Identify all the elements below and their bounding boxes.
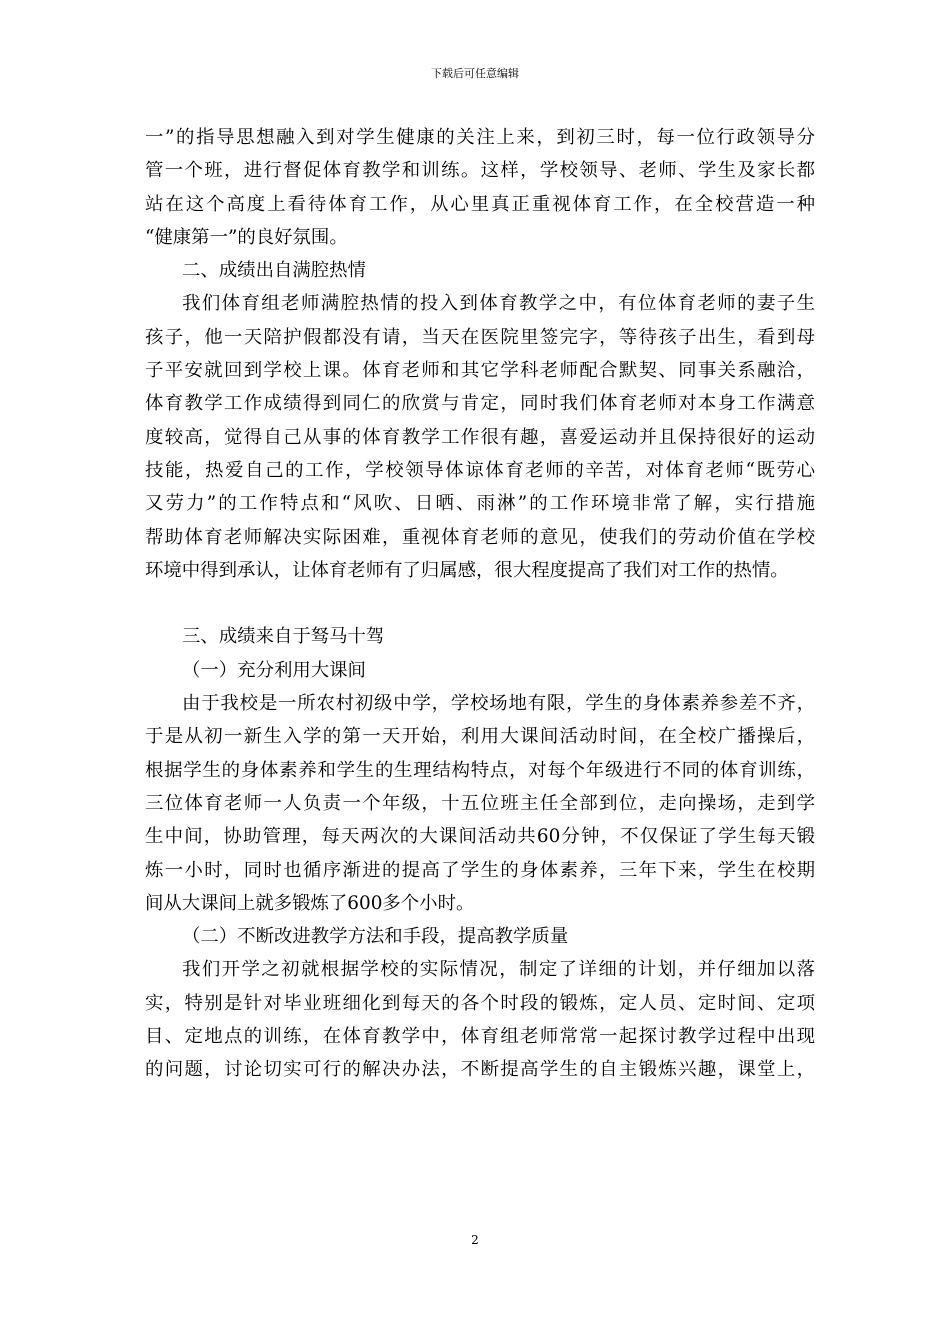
text-line: 又劳力”的工作特点和“风吹、日晒、雨淋”的工作环境非常了解，实行措施 (145, 493, 815, 515)
text-line: 间从大课间上就多锻炼了600多个小时。 (145, 892, 475, 914)
page-header: 下载后可任意编辑 (431, 67, 519, 80)
section-heading: 三、成绩来自于驽马十驾 (182, 626, 385, 648)
text-line: 环境中得到承认，让体育老师有了归属感，很大程度提高了我们对工作的热情。 (145, 559, 789, 581)
text-line: 炼一小时，同时也循序渐进的提高了学生的身体素养，三年下来，学生在校期 (145, 859, 815, 881)
text-line: “健康第一”的良好氛围。 (145, 226, 348, 248)
text-line: 度较高，觉得自己从事的体育教学工作很有趣，喜爱运动并且保持很好的运动 (145, 426, 815, 448)
text-line: 我们体育组老师满腔热情的投入到体育教学之中，有位体育老师的妻子生 (182, 293, 815, 315)
text-line: 由于我校是一所农村初级中学，学校场地有限，学生的身体素养参差不齐， (182, 693, 815, 715)
subsection-heading: （一）充分利用大课间 (182, 659, 366, 681)
text-line: 于是从初一新生入学的第一天开始，利用大课间活动时间，在全校广播操后， (145, 726, 815, 748)
page-number: 2 (471, 1233, 479, 1247)
text-line: 管一个班，进行督促体育教学和训练。这样，学校领导、老师、学生及家长都 (145, 160, 815, 182)
text-line: 体育教学工作成绩得到同仁的欣赏与肯定，同时我们体育老师对本身工作满意 (145, 393, 815, 415)
text-line: 站在这个高度上看待体育工作，从心里真正重视体育工作，在全校营造一种 (145, 193, 815, 215)
section-heading: 二、成绩出自满腔热情 (182, 260, 366, 282)
text-line: 子平安就回到学校上课。体育老师和其它学科老师配合默契、同事关系融洽， (145, 360, 815, 382)
text-line: 技能，热爱自己的工作，学校领导体谅体育老师的辛苦，对体育老师“既劳心 (145, 459, 815, 481)
text-line: 目、定地点的训练，在体育教学中，体育组老师常常一起探讨教学过程中出现 (145, 1026, 815, 1048)
text-line: 生中间，协助管理，每天两次的大课间活动共60分钟，不仅保证了学生每天锻 (145, 826, 815, 848)
text-line: 根据学生的身体素养和学生的生理结构特点，对每个年级进行不同的体育训练， (145, 759, 815, 781)
text-line: 帮助体育老师解决实际困难，重视体育老师的意见，使我们的劳动价值在学校 (145, 526, 815, 548)
text-line: 孩子，他一天陪护假都没有请，当天在医院里签完字，等待孩子出生，看到母 (145, 326, 815, 348)
text-line: 实，特别是针对毕业班细化到每天的各个时段的锻炼，定人员、定时间、定项 (145, 992, 815, 1014)
paragraph-gap (145, 587, 815, 620)
text-line: 我们开学之初就根据学校的实际情况，制定了详细的计划，并仔细加以落 (182, 959, 815, 981)
body-text (145, 121, 815, 1087)
text-line: 三位体育老师一人负责一个年级，十五位班主任全部到位，走向操场，走到学 (145, 792, 815, 814)
text-line: 一”的指导思想融入到对学生健康的关注上来，到初三时，每一位行政领导分 (145, 127, 815, 148)
text-line: 的问题，讨论切实可行的解决办法，不断提高学生的自主锻炼兴趣，课堂上， (145, 1059, 815, 1081)
subsection-heading: （二）不断改进教学方法和手段，提高教学质量 (182, 926, 569, 948)
